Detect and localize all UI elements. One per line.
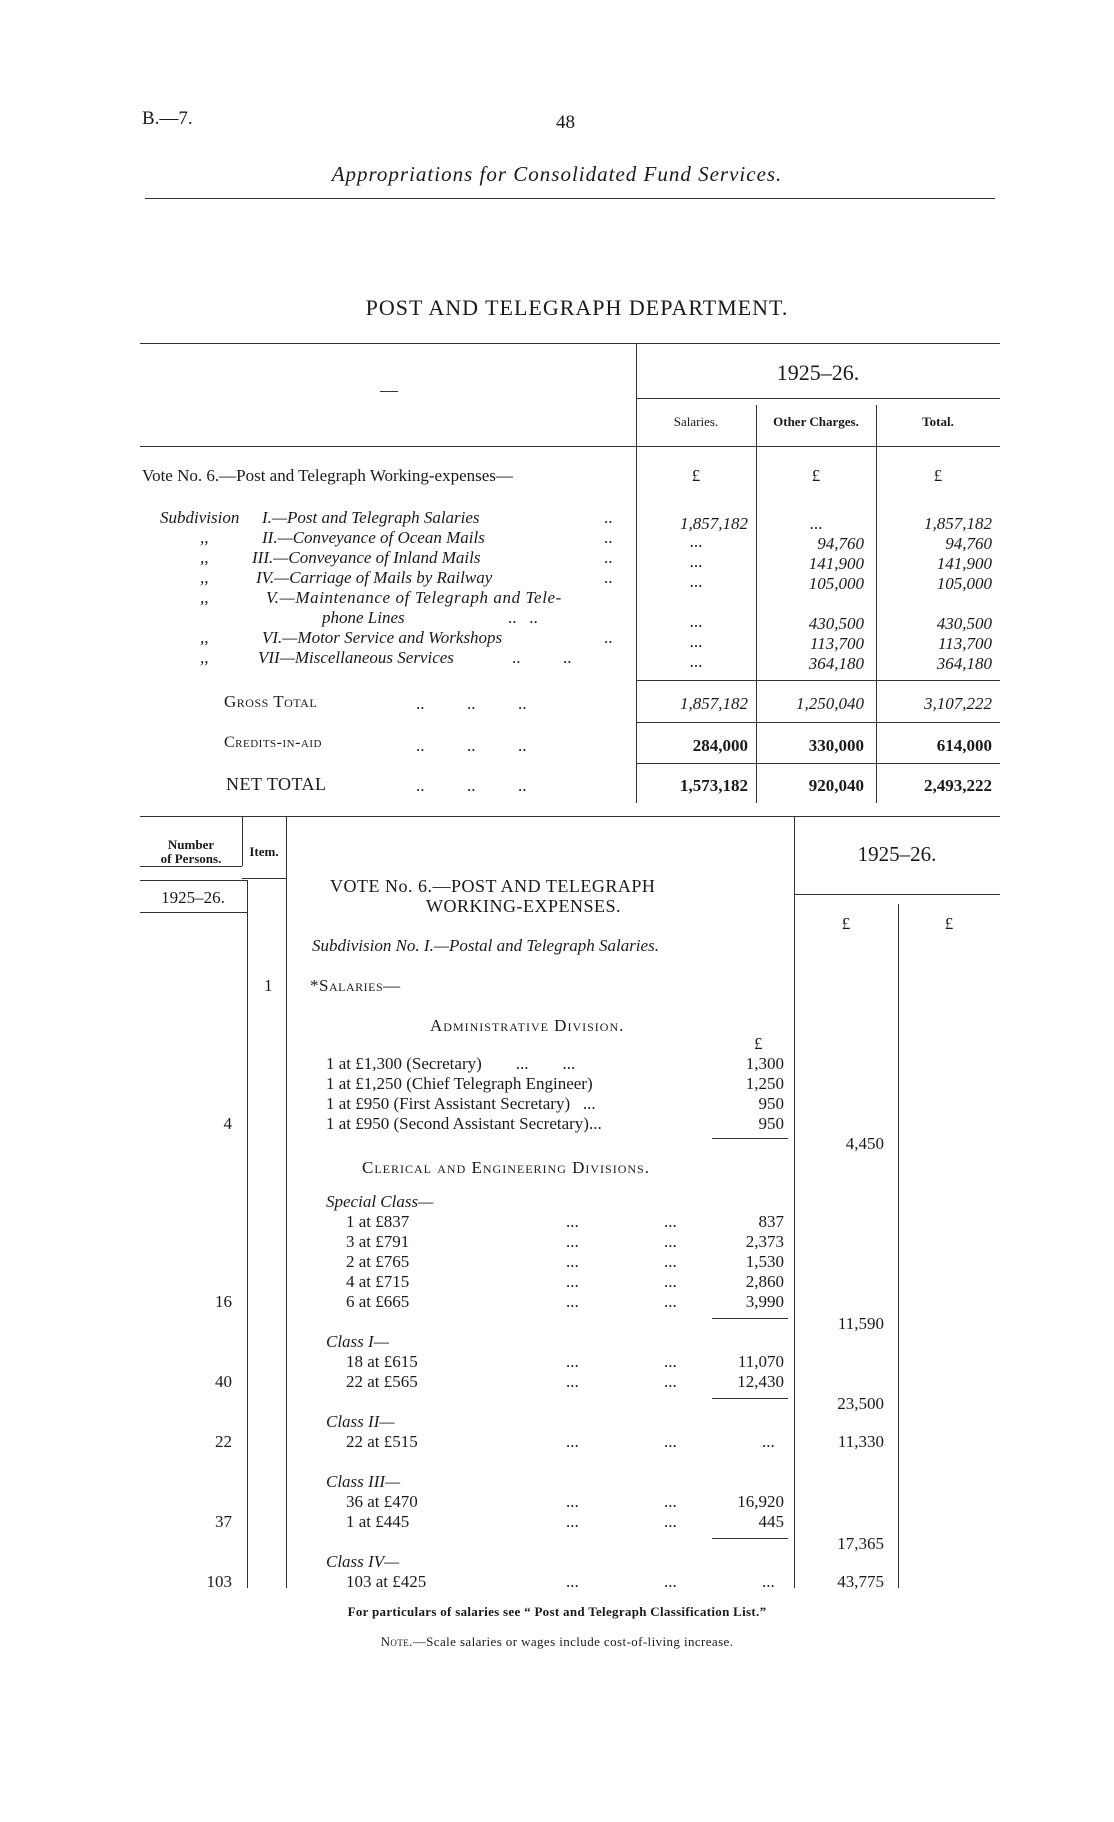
department-title: POST AND TELEGRAPH DEPARTMENT. — [365, 295, 789, 320]
detail-currency-1: £ — [841, 914, 851, 933]
header-rule — [145, 198, 995, 199]
col-total: Total. — [922, 414, 954, 429]
class-1-total: 23,500 — [837, 1394, 884, 1413]
admin-total: 4,450 — [845, 1134, 884, 1153]
vote-subtitle: WORKING-EXPENSES. — [426, 896, 621, 916]
special-total: 11,590 — [837, 1314, 884, 1333]
class-4-persons: 103 — [206, 1572, 232, 1591]
col-salaries: Salaries. — [673, 414, 719, 429]
running-title: Appropriations for Consolidated Fund Services. — [331, 162, 783, 186]
detail-currency-2: £ — [944, 914, 954, 933]
class-1-persons: 40 — [215, 1372, 232, 1391]
clerical-division-heading: Clerical and Engineering Divisions. — [362, 1158, 650, 1177]
class-1-heading: Class I— — [326, 1332, 389, 1351]
admin-division-heading: Administrative Division. — [430, 1016, 625, 1035]
class-2-heading: Class II— — [326, 1412, 395, 1431]
special-persons: 16 — [215, 1292, 232, 1311]
class-4-total: 43,775 — [837, 1572, 884, 1591]
item-number: 1 — [264, 976, 273, 995]
stub-dash: — — [380, 380, 398, 400]
detail-year: 1925–26. — [857, 842, 937, 866]
note-label: Note. — [380, 1634, 413, 1649]
cost-of-living-note — [0, 1634, 1114, 1650]
class-3-persons: 37 — [215, 1512, 232, 1531]
class-2-persons: 22 — [215, 1432, 232, 1451]
vote-label: Vote No. 6.—Post and Telegraph Working-expenses— — [142, 466, 513, 485]
persons-header: Number of Persons. — [160, 837, 222, 866]
summary-year: 1925–26. — [776, 360, 860, 385]
col-other-charges: Other Charges. — [773, 414, 859, 429]
admin-currency: £ — [754, 1034, 763, 1053]
currency-salaries: £ — [691, 466, 701, 485]
special-class-heading: Special Class— — [326, 1192, 434, 1211]
class-3-total: 17,365 — [837, 1534, 884, 1553]
class-2-total: 11,330 — [837, 1432, 884, 1451]
document-reference: B.—7. — [142, 108, 193, 129]
currency-other: £ — [811, 466, 821, 485]
note-text: —Scale salaries or wages include cost-of-living increase. — [412, 1634, 734, 1649]
currency-total: £ — [933, 466, 943, 485]
subdivision-heading: Subdivision No. I.—Postal and Telegraph Salaries. — [312, 936, 659, 955]
persons-year: 1925–26. — [161, 888, 225, 907]
salaries-heading: *Salaries— — [310, 976, 401, 995]
class-4-heading: Class IV— — [326, 1552, 400, 1571]
item-header: Item. — [249, 844, 279, 859]
vote-title: VOTE No. 6.—POST AND TELEGRAPH — [330, 876, 656, 896]
footnote: For particulars of salaries see “ Post and Telegraph Classification List.” — [347, 1604, 767, 1619]
admin-persons: 4 — [223, 1114, 232, 1133]
page-number: 48 — [556, 112, 575, 133]
class-3-heading: Class III— — [326, 1472, 401, 1491]
